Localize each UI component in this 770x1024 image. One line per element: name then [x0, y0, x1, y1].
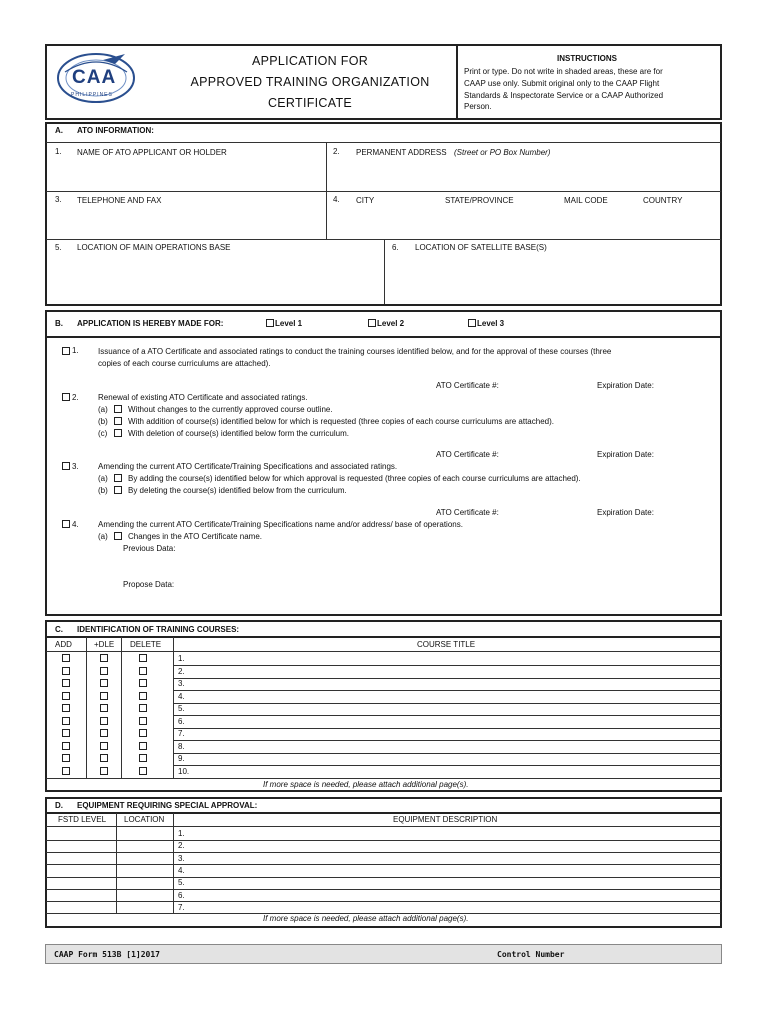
option3a-text: By adding the course(s) identified below for which approval is requested (three copies of each course curriculums are attached).	[128, 474, 581, 483]
option2-exp-label[interactable]: Expiration Date:	[597, 450, 654, 459]
course-add-checkbox[interactable]	[62, 717, 70, 725]
instructions-line-1: Print or type. Do not write in shaded areas, these are for	[464, 67, 663, 76]
level2-label: Level 2	[377, 319, 405, 328]
course-add-checkbox[interactable]	[62, 654, 70, 662]
field-1-label[interactable]: NAME OF ATO APPLICANT OR HOLDER	[77, 148, 227, 157]
equipment-row-number[interactable]: 1.	[178, 829, 185, 838]
option2b-text: With addition of course(s) identified below for which is requested (three copies of each course curriculums are attached).	[128, 417, 554, 426]
section-d-title: EQUIPMENT REQUIRING SPECIAL APPROVAL:	[77, 801, 258, 810]
section-d-note: If more space is needed, please attach additional page(s).	[263, 914, 469, 923]
option1-exp-label[interactable]: Expiration Date:	[597, 381, 654, 390]
course-row-line	[174, 715, 721, 716]
field-4-mail[interactable]: MAIL CODE	[564, 196, 608, 205]
option1-text-a: Issuance of a ATO Certificate and associated ratings to conduct the training courses identified below, and for the approval of these courses (three	[98, 347, 612, 356]
course-row-line	[174, 753, 721, 754]
field-4-num: 4.	[333, 195, 340, 204]
equipment-row-line	[46, 877, 721, 878]
field-6-num: 6.	[392, 243, 399, 252]
option4-text: Amending the current ATO Certificate/Training Specifications name and/or address/ base of operations.	[98, 520, 463, 529]
course-row-line	[174, 678, 721, 679]
course-delete-checkbox[interactable]	[139, 679, 147, 687]
field-1-num: 1.	[55, 147, 62, 156]
course-dle-checkbox[interactable]	[100, 754, 108, 762]
instructions-line-3: Standards & Inspectorate Service or a CAAP Authorized	[464, 91, 664, 100]
col-location: LOCATION	[124, 815, 165, 824]
level3-checkbox[interactable]	[468, 319, 476, 327]
equipment-row-number[interactable]: 6.	[178, 890, 185, 900]
equipment-row-line	[46, 852, 721, 853]
course-row-number[interactable]: 1.	[178, 654, 185, 663]
course-dle-checkbox[interactable]	[100, 704, 108, 712]
option4a-prefix: (a)	[98, 532, 108, 541]
col-add: ADD	[55, 640, 72, 649]
section-a-label: A.	[55, 126, 63, 135]
course-add-checkbox[interactable]	[62, 704, 70, 712]
option3-num: 3.	[72, 462, 79, 471]
option2c-text: With deletion of course(s) identified below form the curriculum.	[128, 429, 349, 438]
course-dle-checkbox[interactable]	[100, 729, 108, 737]
course-row-number[interactable]: 4.	[178, 691, 185, 701]
field-2-num: 2.	[333, 147, 340, 156]
option2c-prefix: (c)	[98, 429, 108, 438]
option2b-checkbox[interactable]	[114, 417, 122, 425]
course-dle-checkbox[interactable]	[100, 717, 108, 725]
option2a-text: Without changes to the currently approved course outline.	[128, 405, 333, 414]
course-delete-checkbox[interactable]	[139, 667, 147, 675]
course-row-number[interactable]: 2.	[178, 666, 185, 676]
course-row-number[interactable]: 5.	[178, 704, 185, 713]
option1-text-b: copies of each course curriculums are attached).	[98, 359, 271, 368]
field-3-label[interactable]: TELEPHONE AND FAX	[77, 196, 162, 205]
course-add-checkbox[interactable]	[62, 667, 70, 675]
option2a-checkbox[interactable]	[114, 405, 122, 413]
level3-label: Level 3	[477, 319, 505, 328]
course-add-checkbox[interactable]	[62, 692, 70, 700]
option3-checkbox[interactable]	[62, 462, 70, 470]
course-row-number[interactable]: 8.	[178, 741, 185, 751]
course-row-number[interactable]: 7.	[178, 729, 185, 738]
option3-text: Amending the current ATO Certificate/Training Specifications and associated ratings.	[98, 462, 398, 471]
course-delete-checkbox[interactable]	[139, 729, 147, 737]
option2a-prefix: (a)	[98, 405, 108, 414]
option3b-prefix: (b)	[98, 486, 108, 495]
course-delete-checkbox[interactable]	[139, 754, 147, 762]
field-6-label[interactable]: LOCATION OF SATELLITE BASE(S)	[415, 243, 547, 252]
field-4-country[interactable]: COUNTRY	[643, 196, 683, 205]
course-delete-checkbox[interactable]	[139, 692, 147, 700]
course-dle-checkbox[interactable]	[100, 767, 108, 775]
option3a-checkbox[interactable]	[114, 474, 122, 482]
course-add-checkbox[interactable]	[62, 742, 70, 750]
course-row-line	[174, 703, 721, 704]
option1-num: 1.	[72, 346, 79, 355]
section-c-note: If more space is needed, please attach additional page(s).	[263, 780, 469, 789]
course-row-line	[174, 740, 721, 741]
course-add-checkbox[interactable]	[62, 767, 70, 775]
equipment-row-line	[46, 840, 721, 841]
equipment-row-number[interactable]: 2.	[178, 841, 185, 851]
course-row-line	[174, 765, 721, 766]
course-delete-checkbox[interactable]	[139, 717, 147, 725]
course-delete-checkbox[interactable]	[139, 742, 147, 750]
course-delete-checkbox[interactable]	[139, 704, 147, 712]
course-add-checkbox[interactable]	[62, 754, 70, 762]
course-row-number[interactable]: 9.	[178, 754, 185, 763]
equipment-row-line	[46, 901, 721, 902]
equipment-row-number[interactable]: 7.	[178, 902, 185, 912]
equipment-row-number[interactable]: 5.	[178, 878, 185, 888]
form-title-line1: APPLICATION FOR	[251, 54, 369, 68]
option3-cert-label[interactable]: ATO Certificate #:	[436, 508, 499, 517]
form-title-line2: APPROVED TRAINING ORGANIZATION	[190, 75, 430, 89]
col-fstd: FSTD LEVEL	[58, 815, 107, 824]
equipment-row-number[interactable]: 3.	[178, 853, 185, 863]
previous-data-label[interactable]: Previous Data:	[123, 544, 176, 553]
option1-cert-label[interactable]: ATO Certificate #:	[436, 381, 499, 390]
section-b-label: B.	[55, 319, 63, 328]
option2-cert-label[interactable]: ATO Certificate #:	[436, 450, 499, 459]
logo-text: CAA	[72, 67, 117, 88]
option2-num: 2.	[72, 393, 79, 402]
option4a-checkbox[interactable]	[114, 532, 122, 540]
section-a-title: ATO INFORMATION:	[77, 126, 154, 135]
course-delete-checkbox[interactable]	[139, 767, 147, 775]
logo-subtext: PHILIPPINES	[71, 92, 113, 98]
course-row-number[interactable]: 3.	[178, 679, 185, 688]
course-dle-checkbox[interactable]	[100, 667, 108, 675]
option4-num: 4.	[72, 520, 79, 529]
option2-text: Renewal of existing ATO Certificate and associated ratings.	[98, 393, 308, 402]
equipment-row-line	[46, 889, 721, 890]
field-2-hint: (Street or PO Box Number)	[454, 148, 551, 157]
course-row-line	[174, 665, 721, 666]
instructions-line-4: Person.	[464, 102, 492, 111]
course-add-checkbox[interactable]	[62, 679, 70, 687]
course-dle-checkbox[interactable]	[100, 654, 108, 662]
col-equipment: EQUIPMENT DESCRIPTION	[393, 815, 498, 824]
form-title-line3: CERTIFICATE	[267, 96, 353, 110]
field-5-label[interactable]: LOCATION OF MAIN OPERATIONS BASE	[77, 243, 231, 252]
course-dle-checkbox[interactable]	[100, 679, 108, 687]
course-add-checkbox[interactable]	[62, 729, 70, 737]
course-row-number[interactable]: 10.	[178, 766, 190, 776]
form-id: CAAP Form 513B [1]2017	[54, 950, 160, 959]
equipment-row-line	[46, 864, 721, 865]
section-b-title: APPLICATION IS HEREBY MADE FOR:	[77, 319, 224, 328]
propose-data-label[interactable]: Propose Data:	[123, 580, 175, 589]
option2-checkbox[interactable]	[62, 393, 70, 401]
col-course-title: COURSE TITLE	[417, 640, 476, 649]
section-c-label: C.	[55, 625, 63, 634]
option2b-prefix: (b)	[98, 417, 108, 426]
caa-logo	[55, 50, 137, 106]
option2c-checkbox[interactable]	[114, 429, 122, 437]
field-2-label[interactable]: PERMANENT ADDRESS	[356, 148, 447, 157]
instructions-line-2: CAAP use only. Submit original only to the CAAP Flight	[464, 79, 660, 88]
field-5-num: 5.	[55, 243, 62, 252]
level1-checkbox[interactable]	[266, 319, 274, 327]
section-c-title: IDENTIFICATION OF TRAINING COURSES:	[77, 625, 240, 634]
field-3-num: 3.	[55, 195, 62, 204]
section-d-label: D.	[55, 801, 63, 810]
col-dle: +DLE	[94, 640, 115, 649]
field-4-state[interactable]: STATE/PROVINCE	[445, 196, 514, 205]
col-delete: DELETE	[130, 640, 162, 649]
level1-label: Level 1	[275, 319, 303, 328]
option4a-text: Changes in the ATO Certificate name.	[128, 532, 262, 541]
course-delete-checkbox[interactable]	[139, 654, 147, 662]
level2-checkbox[interactable]	[368, 319, 376, 327]
course-row-line	[174, 728, 721, 729]
option3-exp-label[interactable]: Expiration Date:	[597, 508, 654, 517]
field-4-city[interactable]: CITY	[356, 196, 375, 205]
equipment-row-number[interactable]: 4.	[178, 865, 185, 875]
option1-checkbox[interactable]	[62, 347, 70, 355]
course-dle-checkbox[interactable]	[100, 692, 108, 700]
option4-checkbox[interactable]	[62, 520, 70, 528]
course-row-line	[174, 690, 721, 691]
option3a-prefix: (a)	[98, 474, 108, 483]
option3b-text: By deleting the course(s) identified below from the curriculum.	[128, 486, 347, 495]
course-row-number[interactable]: 6.	[178, 716, 185, 726]
control-number[interactable]: Control Number	[497, 950, 565, 959]
course-dle-checkbox[interactable]	[100, 742, 108, 750]
option3b-checkbox[interactable]	[114, 486, 122, 494]
instructions-title: INSTRUCTIONS	[557, 54, 617, 63]
